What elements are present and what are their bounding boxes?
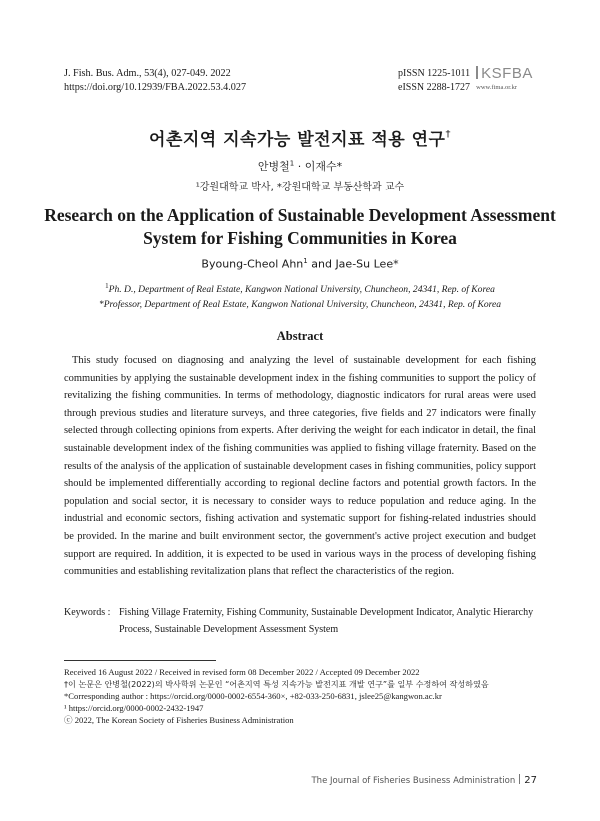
footer-journal-name: The Journal of Fisheries Business Administration <box>311 776 516 786</box>
orcid-author-1: ¹ https://orcid.org/0000-0002-2432-1947 <box>64 703 204 714</box>
page-number: 27 <box>524 775 537 786</box>
corresponding-author: *Corresponding author : https://orcid.org/0000-0002-6554-360×, +82-033-250-6831, jslee25@kangwon.ac.kr <box>64 691 442 702</box>
page-footer <box>311 774 537 786</box>
logo-text: KSFBA <box>481 65 533 82</box>
footer-divider <box>519 774 520 784</box>
issn-block <box>398 66 546 95</box>
affiliation-1: $^1$Ph. D., Department of Real Estate, Kangwon National University, Chuncheon, 24341, Rep. of Korea <box>105 282 495 296</box>
korean-author-2: 이재수* <box>304 160 343 173</box>
english-author-1: Byoung-Cheol Ahn <box>201 257 304 271</box>
english-title: Research on the Application of Sustainable Development Assessment System for Fishing Communities in Korea <box>44 205 556 248</box>
korean-affiliation: ¹강원대학교 박사, *강원대학교 부동산학과 교수 <box>195 182 405 193</box>
journal-citation <box>64 67 246 95</box>
keywords-label: Keywords : <box>64 607 111 618</box>
abstract-heading: Abstract <box>276 329 324 343</box>
title-dagger: † <box>445 129 451 140</box>
pissn: pISSN 1225-1011 <box>398 68 471 79</box>
issn-numbers <box>398 67 470 95</box>
doi-link[interactable]: https://doi.org/10.12939/FBA.2022.53.4.027 <box>64 82 247 93</box>
copyright: ⓒ 2022, The Korean Society of Fisheries Business Administration <box>64 715 294 726</box>
keywords-text: Fishing Village Fraternity, Fishing Community, Sustainable Development Indicator, Analytic Hierarchy Process, Sustainable Development Assessment System <box>119 607 534 635</box>
logo-url[interactable]: www.fima.or.kr <box>476 84 518 91</box>
affiliation-2: *Professor, Department of Real Estate, Kangwon National University, Chuncheon, 24341, Rep. of Korea <box>98 298 502 310</box>
dagger-note: †이 논문은 안병철(2022)의 박사학위 논문인 “어촌지역 특성 지속가능 발전지표 개발 연구”를 일부 수정하여 작성하였음 <box>64 679 489 690</box>
keywords <box>64 604 544 638</box>
korean-title: 어촌지역 지속가능 발전지표 적용 연구† <box>149 129 451 150</box>
english-authors: Byoung-Cheol Ahn$^1$ and Jae-Su Lee* <box>201 257 399 271</box>
abstract-body: This study focused on diagnosing and analyzing the level of sustainable development for each fishing communities by applying the sustainable development index in the fishing communities to support the policy of revitalizing the fishing communities. In terms of methodology, diagnostic indicators for rural areas were used through previous studies and literature surveys, and three categories, five fields and 27 indicators were finally selected through collecting opinions from experts. After deriving the weight for each indicator in detail, the final sustainable development index of the fishing communities was applied to fishing village fraternity. Based on the results of the analysis of the application of sustainable development cases in fishing communities, policy support should be implemented differentially according to regional decline factors and potential growth factors. In the population and social sector, it is necessary to consider ways to reduce population and reduce aging. In the industrial and economic sectors, fishing activation and systematic support for fishing-related industries should be provided. In the marine and built environment sector, the government's active project execution and budget support are required. In addition, it is expected to be used in various ways in the process of developing fishing communities and establishing revitalization plans that reflect the characteristics of the region. <box>64 355 536 578</box>
korean-author-1: 안병철 <box>257 160 290 173</box>
english-affiliations <box>0 279 600 312</box>
received-dates: Received 16 August 2022 / Received in revised form 08 December 2022 / Accepted 09 December 2022 <box>64 667 420 677</box>
logo-bar-icon <box>476 66 478 79</box>
english-author-2: Jae-Su Lee* <box>335 257 399 271</box>
korean-authors: 안병철$^1$ · 이재수* <box>257 159 343 173</box>
journal-volume-line: J. Fish. Bus. Adm., 53(4), 027-049. 2022 <box>64 68 231 79</box>
footnotes <box>64 666 544 726</box>
footnote-divider <box>64 660 216 661</box>
society-logo <box>476 66 533 92</box>
eissn: eISSN 2288-1727 <box>398 82 470 93</box>
